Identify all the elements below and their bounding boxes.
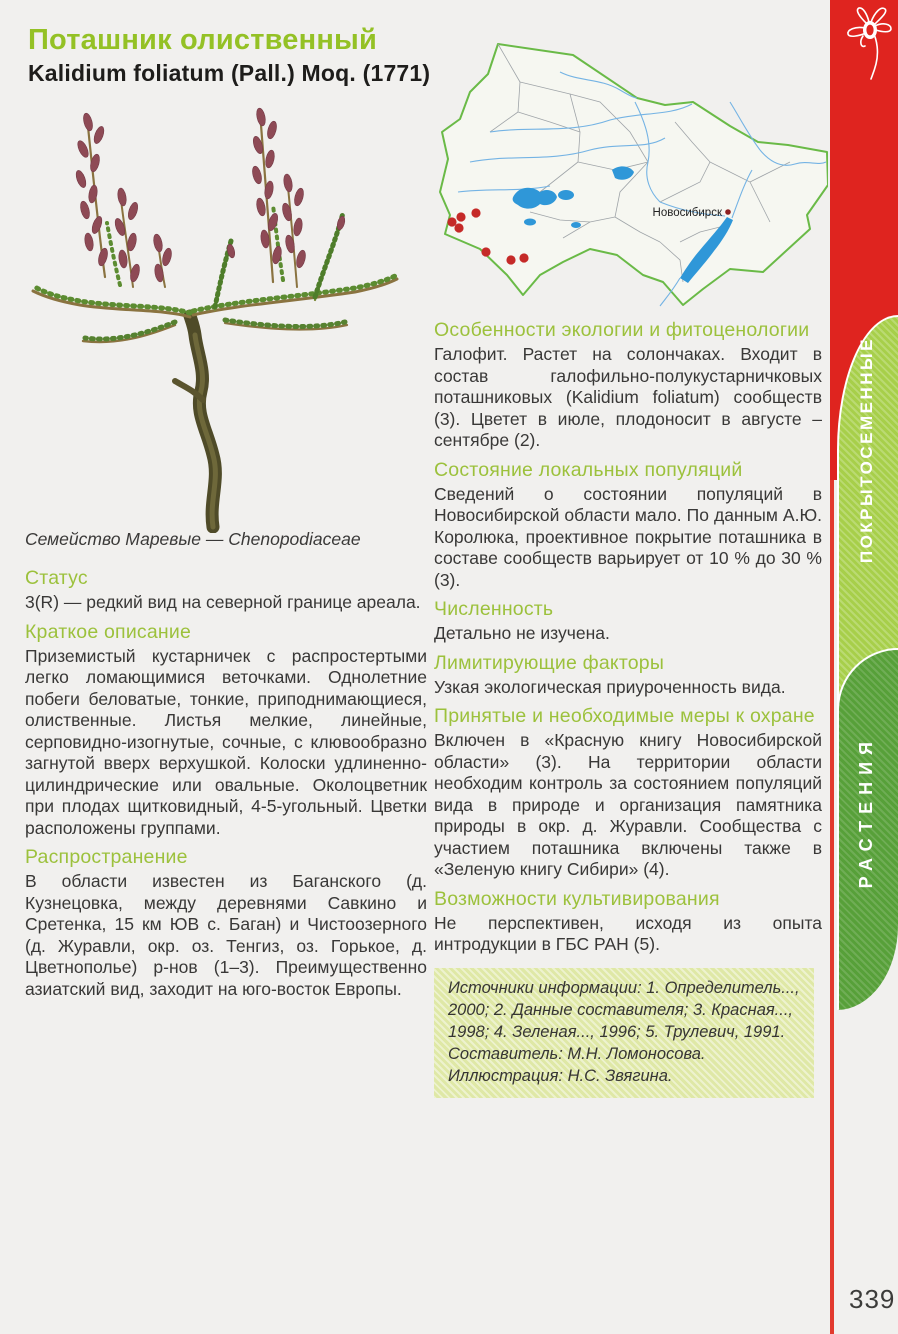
section-heading: Принятые и необходимые меры к охране: [434, 705, 815, 727]
family-caption: Семейство Маревые — Chenopodiaceae: [25, 529, 361, 549]
section-ecology: [434, 319, 822, 452]
sources-box: [434, 968, 814, 1098]
section-heading: Возможности культивирования: [434, 887, 720, 910]
city-marker: [725, 209, 731, 215]
section-description: [25, 621, 427, 840]
section-body: Приземистый кустарничек с распростертыми легко ломающимися веточками. Однолетние побеги беловатые, тонкие, приподнимающиеся, олиственные. Листья мелкие, линейные, серповидно-изогнутые, сочные, с клювообразно загнутой вверх верхушкой. Колоски удлиненно-цилиндрические или овальные. Околоцветник при плодах щитковидный, 4-5-угольный. Цветки расположены группами.: [25, 645, 427, 838]
section-limiting-factors: [434, 652, 822, 699]
region-outline: [440, 44, 828, 305]
section-body: Детально не изучена.: [434, 623, 610, 643]
band-plants-label: РАСТЕНИЯ: [856, 735, 876, 889]
section-abundance: [434, 598, 822, 645]
section-heading: Состояние локальных популяций: [434, 458, 743, 481]
section-cultivation: [434, 888, 822, 956]
section-protection-measures: [434, 705, 822, 881]
sources-illustrator: Иллюстрация: Н.С. Звягина.: [448, 1066, 673, 1085]
section-body: 3(R) — редкий вид на северной границе ареала.: [25, 592, 421, 612]
section-body: Сведений о состоянии популяций в Новосибирской области мало. По данным А.Ю. Королюка, проективное покрытие поташника в составе сообществ варьирует от 10 % до 30 % (3).: [434, 483, 822, 590]
section-body: Узкая экологическая приуроченность вида.: [434, 676, 786, 697]
page-title: Поташник олиственный: [28, 24, 378, 56]
section-heading: Краткое описание: [25, 620, 192, 643]
section-status: [25, 567, 427, 614]
section-body: Не перспективен, исходя из опыта интродукции в ГБС РАН (5).: [434, 912, 822, 954]
section-distribution: [25, 846, 427, 1000]
section-heading: Статус: [25, 567, 88, 589]
band-angiosperms-label: ПОКРЫТОСЕМЕННЫЕ: [857, 337, 876, 564]
section-body: В области известен из Баганского (д. Кузнецовка, между деревнями Савкино и Сретенка, 15 км ЮВ с. Баган) и Чистоозерного (д. Журавли, окр. оз. Тенгиз, оз. Горькое, д. Цветнополье) р-нов (1–3). Преимущественно азиатский вид, заходит на юго-восток Европы.: [25, 871, 427, 999]
left-column: [25, 560, 427, 1006]
species-latin-name: Kalidium foliatum (Pall.) Moq. (1771): [28, 60, 431, 86]
section-heading: Особенности экологии и фитоценологии: [434, 319, 810, 341]
page-number: 339: [849, 1284, 896, 1314]
section-heading: Лимитирующие факторы: [434, 651, 665, 674]
city-label: Новосибирск: [652, 207, 722, 219]
section-body: Галофит. Растет на солончаках. Входит в состав галофильно-полукустарничковых поташниковых (Kalidium foliatum) сообществ (3). Цветет в июле, плодоносит в августе – сентябре (2).: [434, 344, 822, 450]
sources-info: Источники информации: 1. Определитель..., 2000; 2. Данные составителя; 3. Красная..., 1998; 4. Зеленая..., 1996; 5. Трулевич, 1991.: [448, 978, 800, 1041]
plant-illustration: [25, 95, 425, 538]
right-column: [434, 312, 822, 1098]
orchid-icon: [845, 6, 893, 85]
map-svg: [430, 42, 828, 314]
section-heading: Численность: [434, 598, 554, 620]
section-heading: Распространение: [25, 846, 188, 868]
distribution-map: [430, 42, 828, 319]
sources-compiler: Составитель: М.Н. Ломоносова.: [448, 1044, 706, 1063]
section-body: Включен в «Красную книгу Новосибирской области» (3). На территории области необходим контроль за состоянием популяций вида в природе и организация памятника природы в окр. д. Журавли. Сообщества с участием поташника включены также в «Зеленую книгу Сибири» (4).: [434, 730, 822, 879]
sidebar-band-plants: [837, 648, 898, 1010]
plant-drawing-svg: [25, 95, 425, 533]
section-populations: [434, 459, 822, 592]
